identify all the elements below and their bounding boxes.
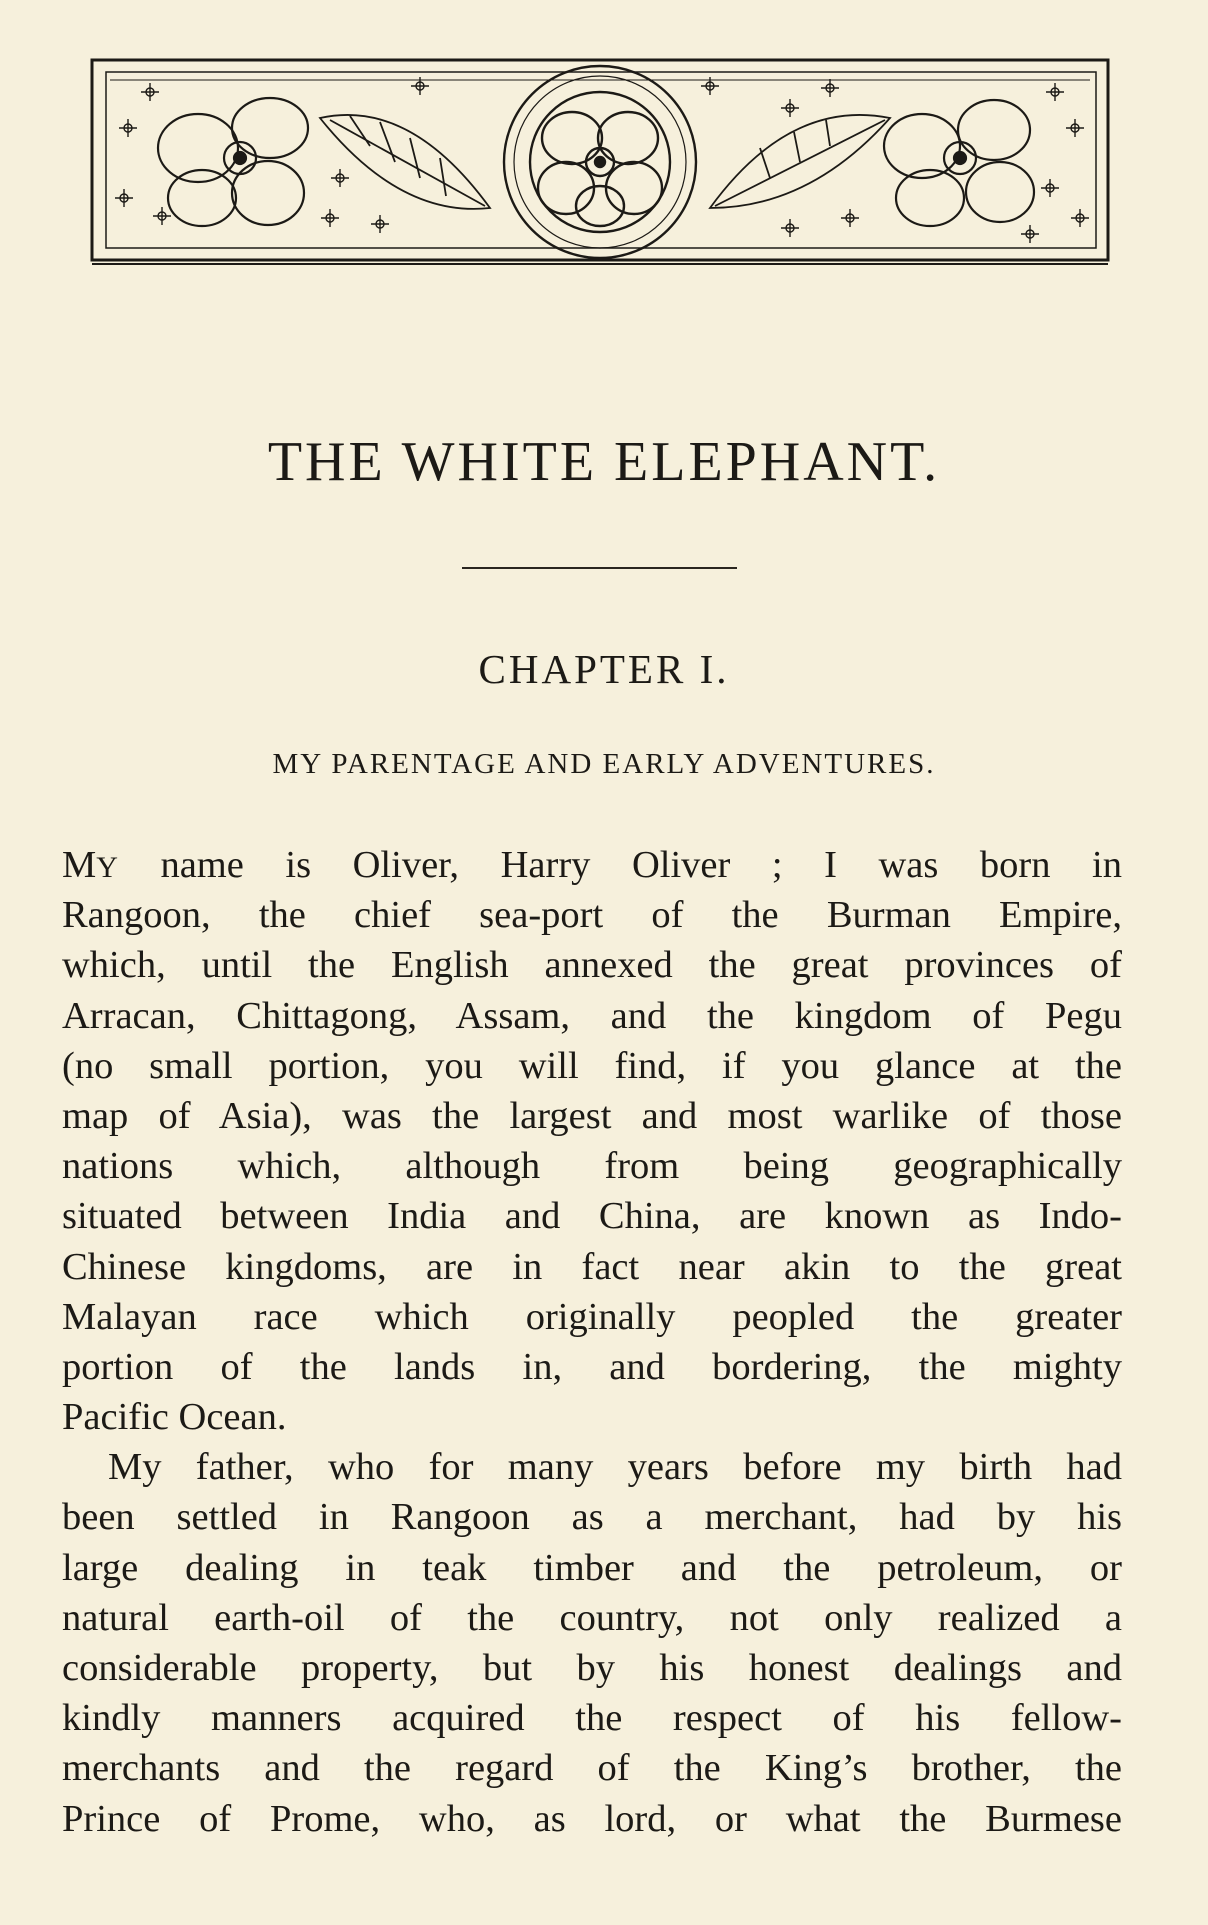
text-line: Arracan, Chittagong, Assam, and the kingdom of Pegu <box>62 994 1122 1037</box>
drop-capital: M <box>62 844 97 886</box>
text-line: been settled in Rangoon as a merchant, had by his <box>62 1496 1122 1539</box>
text-line: (no small portion, you will find, if you glance at the <box>62 1044 1122 1087</box>
text-line: kindly manners acquired the respect of his fellow- <box>62 1697 1122 1740</box>
book-title: THE WHITE ELEPHANT. <box>267 431 941 493</box>
text-line: Rangoon, the chief sea-port of the Burman Empire, <box>62 894 1122 937</box>
text-line: nations which, although from being geographically <box>62 1145 1122 1188</box>
text-line: considerable property, but by his honest dealings and <box>62 1647 1122 1689</box>
small-capital: Y <box>96 851 119 884</box>
text-line: map of Asia), was the largest and most warlike of those <box>62 1094 1122 1137</box>
text-line: portion of the lands in, and bordering, the mighty <box>62 1345 1122 1388</box>
text-line: merchants and the regard of the King’s brother, the <box>62 1747 1122 1790</box>
text-line: situated between India and China, are known as Indo- <box>62 1195 1122 1238</box>
chapter-body <box>62 840 1122 1844</box>
floral-headpiece-icon <box>90 58 1110 268</box>
text-line: Malayan race which originally peopled the greater <box>62 1295 1122 1338</box>
title-divider-rule <box>462 567 737 569</box>
chapter-title: MY PARENTAGE AND EARLY ADVENTURES. <box>272 748 936 780</box>
text-line: Prince of Prome, who, as lord, or what the Burmese <box>62 1797 1122 1840</box>
text-line: My father, who for many years before my birth had <box>108 1446 1122 1489</box>
text-line: Chinese kingdoms, are in fact near akin to the great <box>62 1245 1122 1288</box>
text-line: Pacific Ocean. <box>62 1396 287 1439</box>
chapter-number: CHAPTER I. <box>478 646 730 692</box>
text-line-content: name is Oliver, Harry Oliver ; I was born in <box>118 844 1122 886</box>
text-line <box>62 840 1122 890</box>
text-line: large dealing in teak timber and the petroleum, or <box>62 1546 1122 1589</box>
text-line: natural earth-oil of the country, not only realized a <box>62 1596 1122 1639</box>
text-line: which, until the English annexed the great provinces of <box>62 944 1122 987</box>
